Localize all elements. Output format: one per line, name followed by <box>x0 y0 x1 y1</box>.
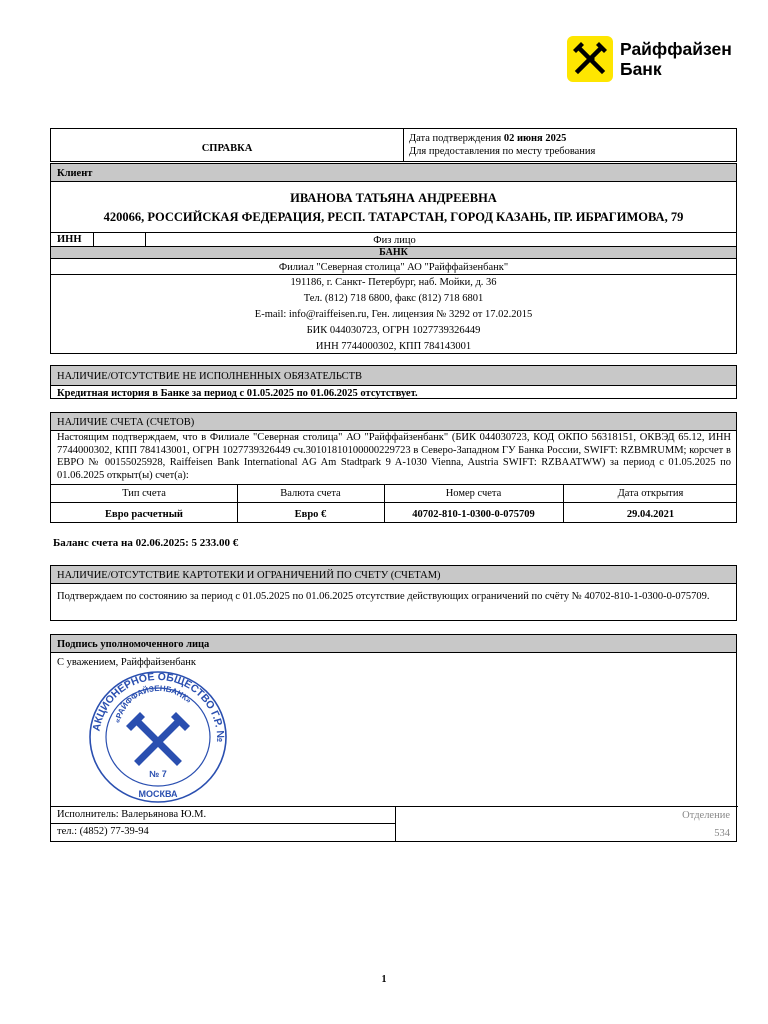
restrictions-header <box>51 566 736 584</box>
obligations-box <box>50 365 737 399</box>
client-bank-box <box>50 163 737 354</box>
executor-text: Исполнитель: Валерьянова Ю.М. <box>57 809 207 820</box>
obligations-text: Кредитная история в Банке за период с 01.05.2025 по 01.06.2025 отсутствует. <box>57 388 418 399</box>
accounts-header <box>51 413 736 431</box>
bank-inn: ИНН 7744000302, КПП 784143001 <box>315 341 472 352</box>
purpose-text: Для предоставления по месту требования <box>409 146 596 157</box>
confirm-date: 02 июня 2025 <box>503 133 567 144</box>
stamp-number: № 7 <box>149 769 167 779</box>
svg-text:АКЦИОНЕРНОЕ ОБЩЕСТВО Г.Р. № 32 <box>87 669 226 743</box>
col-header-currency: Валюта счета <box>280 488 341 499</box>
bank-section-label: БАНК <box>379 247 408 258</box>
client-address: 420066, РОССИЙСКАЯ ФЕДЕРАЦИЯ, РЕСП. ТАТАРСТАН, ГОРОД КАЗАНЬ, ПР. ИБРАГИМОВА, 79 <box>103 210 684 224</box>
bank-header <box>51 247 736 259</box>
restrictions-box <box>50 565 737 621</box>
bank-bik: БИК 044030723, ОГРН 1027739326449 <box>306 325 481 336</box>
restrictions-text: Подтверждаем по состоянию за период с 01.05.2025 по 01.06.2025 отсутствие действующих ограничений по счёту № 40702-810-1-0300-0-075709. <box>57 591 710 602</box>
dept-number: 534 <box>714 828 730 839</box>
obligations-header <box>51 366 736 386</box>
client-section-label: Клиент <box>57 168 93 179</box>
logo-line-1: Райффайзен <box>620 39 732 59</box>
col-header-number: Номер счета <box>445 488 502 499</box>
obligations-title: НАЛИЧИЕ/ОТСУТСТВИЕ НЕ ИСПОЛНЕННЫХ ОБЯЗАТЕЛЬСТВ <box>57 371 363 382</box>
bank-address: 191186, г. Санкт- Петербург, наб. Мойки, д. 36 <box>290 277 497 288</box>
bank-email: E-mail: info@raiffeisen.ru, Ген. лицензия № 3292 от 17.02.2015 <box>254 309 533 320</box>
col-header-date: Дата открытия <box>617 488 684 499</box>
stamp-emblem-icon <box>126 712 190 761</box>
bank-branch: Филиал "Северная столица" АО "Райффайзенбанк" <box>278 262 509 273</box>
signature-header <box>51 635 736 653</box>
client-type: Физ лицо <box>373 235 416 246</box>
col-header-type: Тип счета <box>122 488 166 499</box>
cell-account-date: 29.04.2021 <box>626 509 675 520</box>
cell-account-type: Евро расчетный <box>105 509 183 520</box>
regards-text: С уважением, Райффайзенбанк <box>57 657 197 668</box>
balance-line: Баланс счета на 02.06.2025: 5 233.00 € <box>53 537 239 549</box>
cell-account-currency: Евро € <box>294 509 327 520</box>
client-header <box>51 164 736 182</box>
accounts-table <box>51 484 736 522</box>
header-box <box>50 128 737 162</box>
signature-box <box>50 634 737 842</box>
stamp-city: МОСКВА <box>138 789 178 799</box>
accounts-title: НАЛИЧИЕ СЧЕТА (СЧЕТОВ) <box>57 417 195 428</box>
logo-line-2: Банк <box>620 59 662 79</box>
signature-title: Подпись уполномоченного лица <box>57 639 210 650</box>
accounts-text: Настоящим подтверждаем, что в Филиале "Северная столица" АО "Райффайзенбанк" (БИК 044030723, КОД ОКПО 56318151, ОКВЭД 65.12, ИНН 7744000302, КПП 784143001, ОГРН 1027739326449 сч.30101810100000229723 в Северо-Западном ГУ Банка России, SWIFT: RZBMRUMM; корсчет в ЕВРО № 00155025928, Raiffeisen Bank International AG Am Stadtpark 9 A-1030 Vienna, Austria SWIFT: RZBAATWW) за период с 01.05.2025 по 01.06.2025 открыт(ы) счет(а): <box>57 432 731 481</box>
inn-row <box>51 232 736 246</box>
client-name: ИВАНОВА ТАТЬЯНА АНДРЕЕВНА <box>290 191 497 205</box>
raiffeisen-logo-icon <box>567 36 613 82</box>
dept-cell <box>395 806 738 842</box>
bank-phone: Тел. (812) 718 6800, факс (812) 718 6801 <box>303 293 484 304</box>
stamp-inner-text: «РАЙФФАЙЗЕНБАНК» <box>112 683 194 725</box>
logo-text <box>620 39 732 79</box>
page-number: 1 <box>381 974 387 985</box>
dept-label: Отделение <box>682 810 730 821</box>
bank-stamp <box>87 669 229 805</box>
accounts-box <box>50 412 737 523</box>
confirm-date-line <box>409 132 566 145</box>
bank-logo <box>567 36 737 82</box>
doc-title: СПРАВКА <box>201 143 253 154</box>
stamp-ring-text: АКЦИОНЕРНОЕ ОБЩЕСТВО Г.Р. № <box>90 670 227 743</box>
cell-account-number: 40702-810-1-0300-0-075709 <box>412 509 535 520</box>
confirm-date-prefix: Дата подтверждения <box>409 133 504 144</box>
executor-phone: тел.: (4852) 77-39-94 <box>57 826 149 837</box>
inn-label: ИНН <box>57 234 82 245</box>
restrictions-title: НАЛИЧИЕ/ОТСУТСТВИЕ КАРТОТЕКИ И ОГРАНИЧЕНИЙ ПО СЧЕТУ (СЧЕТАМ) <box>57 570 441 581</box>
